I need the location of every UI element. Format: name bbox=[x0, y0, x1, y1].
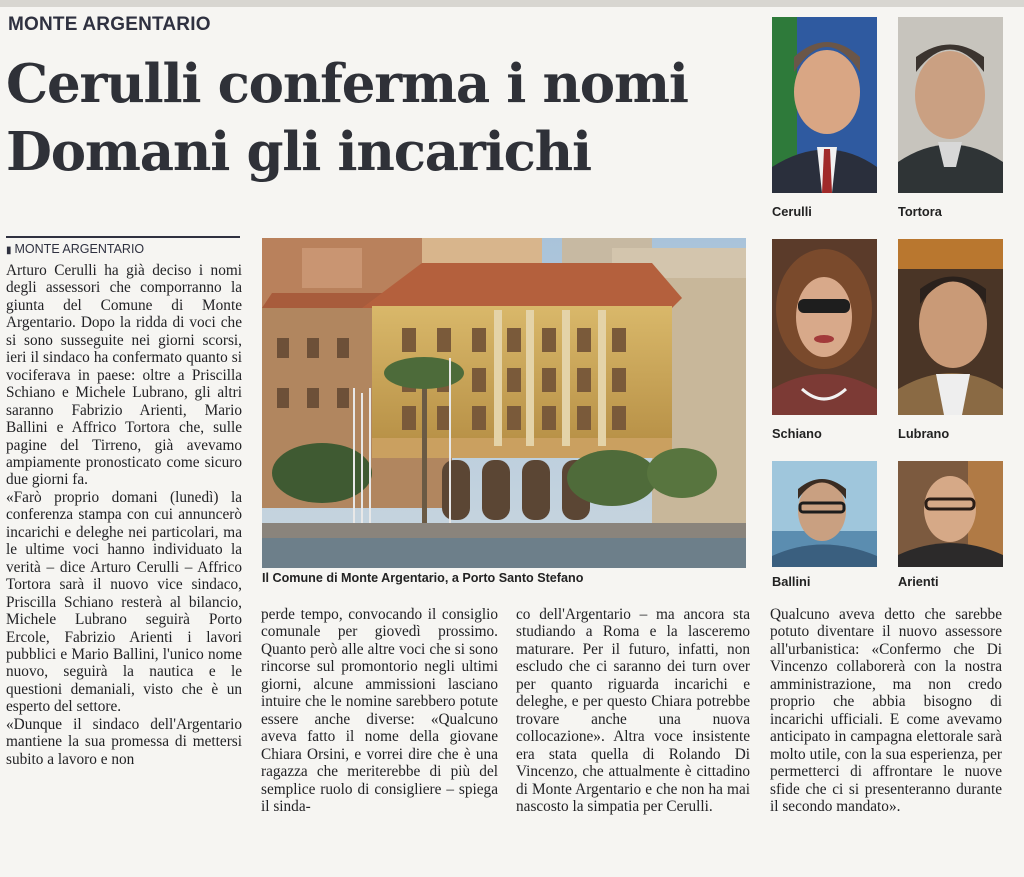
byline-label: MONTE ARGENTARIO bbox=[14, 242, 145, 256]
portrait-name-lubrano: Lubrano bbox=[898, 426, 950, 441]
portrait-lubrano bbox=[898, 239, 1003, 415]
article-column-3: co dell'Argentario – ma ancora sta studiando a Roma e la lasceremo maturare. Per il futuro, infatti, non escludo che ci saranno dei turn over per quanto riguarda incarichi e deleghe, e per questo Chiara potrebbe trovare anche una nuova collocazione». Altra voce insistente era stata quella di Rolando Di Vincenzo, che attualmente è cittadino di Monte Argentario e che non ha mai nascosto la simpatia per Cerulli. bbox=[516, 606, 750, 815]
portrait-arienti bbox=[898, 461, 1003, 567]
portrait-cerulli bbox=[772, 17, 877, 193]
portrait-name-tortora: Tortora bbox=[898, 204, 942, 219]
town-hall-photo bbox=[262, 238, 746, 568]
page-top-edge bbox=[0, 0, 1024, 7]
byline-marker-icon: ▮ bbox=[6, 245, 12, 256]
portrait-ballini bbox=[772, 461, 877, 567]
portrait-name-schiano: Schiano bbox=[772, 426, 822, 441]
portrait-name-cerulli: Cerulli bbox=[772, 204, 812, 219]
photo-caption: Il Comune di Monte Argentario, a Porto Santo Stefano bbox=[262, 571, 584, 585]
byline bbox=[6, 236, 240, 256]
article-column-1: Arturo Cerulli ha già deciso i nomi degli assessori che comporranno la giunta del Comune di Monte Argentario. Dopo la ridda di voci che si sono susseguite nei giorni scorsi, ieri il sindaco ha confermato quanto si vociferava in paese: oltre a Priscilla Schiano e Michele Lubrano, gli altri saranno Fabrizio Arienti, Mario Ballini e Affrico Tortora che, sulle pagine del Tirreno, già avevamo ampiamente pronosticato come sicuro due giorni fa. «Farò proprio domani (lunedì) la conferenza stampa con cui annuncerò incarichi e deleghe nei particolari, ma le ultime voci hanno individuato la verità – dice Arturo Cerulli – Affrico Tortora sarà il nuovo vice sindaco, Priscilla Schiano resterà al bilancio, Michele Lubrano seguirà Porto Ercole, Fabrizio Arienti i lavori pubblici e Mario Ballini, l'unico nome nuovo, seguirà la nautica e le questioni demaniali, visto che è un esperto del settore. «Dunque il sindaco dell'Argentario mantiene la sua promessa di mettersi subito a lavoro e non bbox=[6, 262, 242, 768]
article-column-4: Qualcuno aveva detto che sarebbe potuto diventare il nuovo assessore all'urbanistica: «Confermo che Di Vincenzo collaborerà con la nostra amministrazione, ma non credo proprio che abbia bisogno di incarichi ufficiali. E come avevamo anticipato in campagna elettorale sarà molto utile, con la sua esperienza, per permetterci di affrontare le nuove sfide che ci si presenteranno durante il secondo mandato». bbox=[770, 606, 1002, 815]
portrait-tortora bbox=[898, 17, 1003, 193]
article-column-2: perde tempo, convocando il consiglio comunale per giovedì prossimo. Quanto però alle altre voci che si sono rincorse sul promontorio negli ultimi giorni, alcune ammissioni lasciano intuire che le nomine sarebbero potute essere anche diverse: «Qualcuno aveva fatto il nome della giovane Chiara Orsini, e vorrei dire che è una ragazza che meriterebbe di più del semplice ruolo di consigliere – spiega il sinda- bbox=[261, 606, 498, 815]
portrait-schiano bbox=[772, 239, 877, 415]
headline-line-2: Domani gli incarichi bbox=[6, 121, 591, 183]
portrait-name-arienti: Arienti bbox=[898, 574, 939, 589]
headline bbox=[6, 50, 756, 186]
headline-line-1: Cerulli conferma i nomi bbox=[6, 53, 688, 115]
portrait-name-ballini: Ballini bbox=[772, 574, 811, 589]
section-kicker: MONTE ARGENTARIO bbox=[8, 14, 211, 35]
